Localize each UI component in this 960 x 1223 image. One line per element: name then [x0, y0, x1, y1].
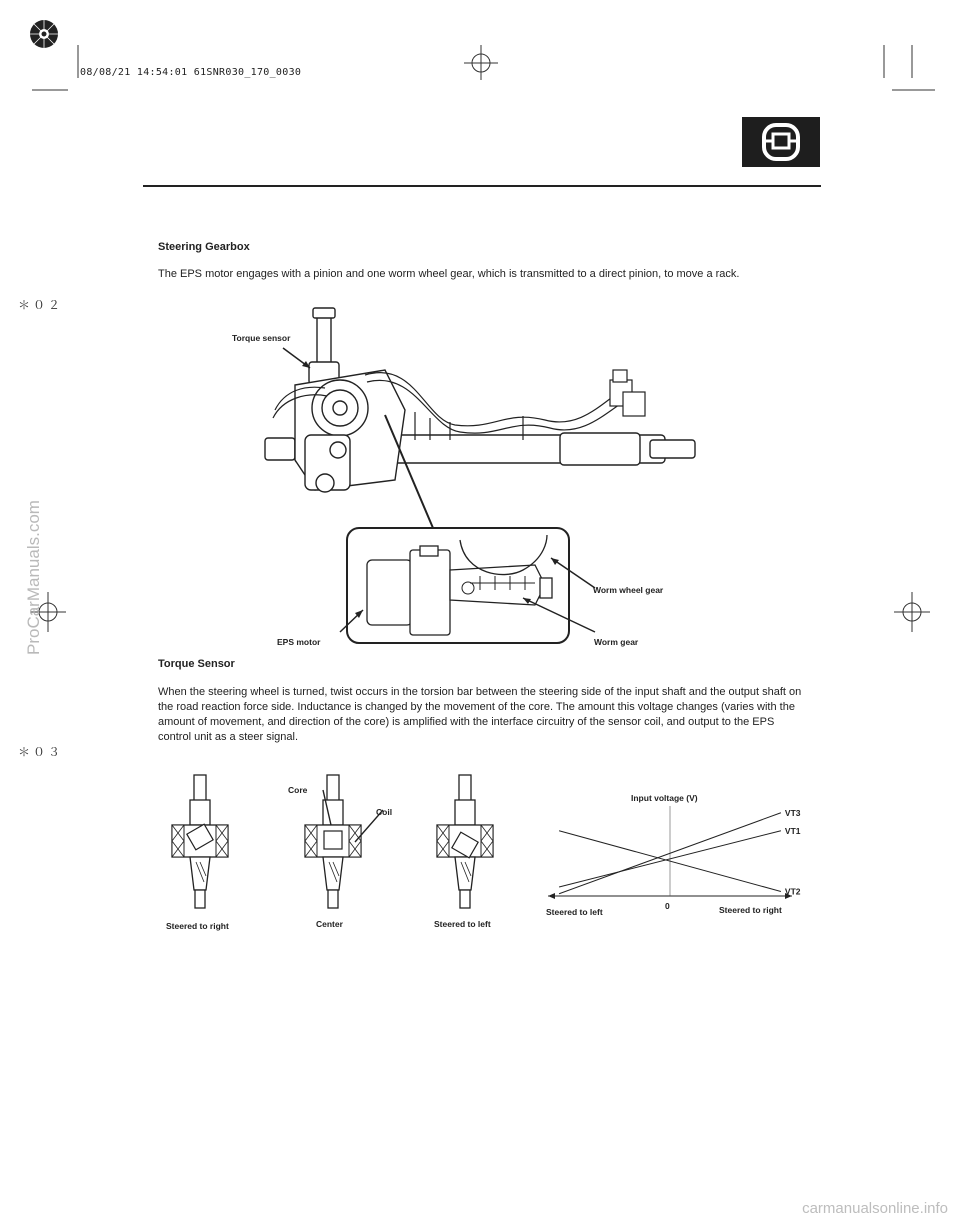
label-core: Core [288, 785, 308, 795]
chart-x-axis-arrow-left [548, 893, 555, 899]
chart-origin-label: 0 [665, 901, 670, 911]
header-rule [143, 185, 821, 187]
section-heading-torque-sensor: Torque Sensor [158, 658, 235, 670]
margin-mark-top: ＊０２ [18, 298, 64, 312]
label-worm-gear: Worm gear [594, 637, 639, 647]
label-torque-sensor: Torque sensor [232, 333, 291, 343]
series-label-vt2: VT2 [784, 886, 801, 897]
label-eps-motor: EPS motor [277, 637, 321, 647]
footer-watermark: carmanualsonline.info [802, 1200, 948, 1217]
steering-wheel-icon [742, 117, 820, 167]
section-badge [742, 117, 820, 167]
chart-xlabel-right: Steered to right [719, 905, 782, 915]
sensor-illustrations [160, 770, 520, 915]
voltage-chart [540, 788, 800, 928]
torque-sensor-body: When the steering wheel is turned, twist occurs in the torsion bar between the steering side of the input shaft and the output shaft on the road reaction force side. Inductance is changed by the movement of the core. The amount this voltage changes (varies with the amount of movement, and direction of the core) is amplified with the interface circuitry of the sensor coil, and output to the EPS control unit as a steer signal. [158, 686, 802, 743]
steering-gearbox-body: The EPS motor engages with a pinion and one worm wheel gear, which is transmitted to a direct pinion, to move a rack. [158, 268, 740, 280]
series-label-vt1: VT1 [784, 825, 801, 836]
margin-mark-bottom: ＊０３ [18, 745, 64, 759]
chart-title: Input voltage (V) [631, 793, 698, 803]
gearbox-illustration [255, 300, 705, 650]
label-coil: Coil [376, 807, 393, 817]
label-steered-to-left: Steered to left [434, 919, 491, 929]
chart-xlabel-left: Steered to left [546, 907, 603, 917]
side-watermark: ProCarManuals.com [24, 500, 43, 655]
series-label-vt3: VT3 [784, 807, 801, 818]
section-heading-steering-gearbox: Steering Gearbox [158, 241, 250, 253]
registration-target-icon [28, 18, 60, 50]
print-timestamp: 08/08/21 14:54:01 61SNR030_170_0030 [80, 67, 302, 78]
label-center: Center [316, 919, 343, 929]
label-steered-to-right: Steered to right [166, 921, 229, 931]
label-worm-wheel-gear: Worm wheel gear [593, 585, 664, 595]
